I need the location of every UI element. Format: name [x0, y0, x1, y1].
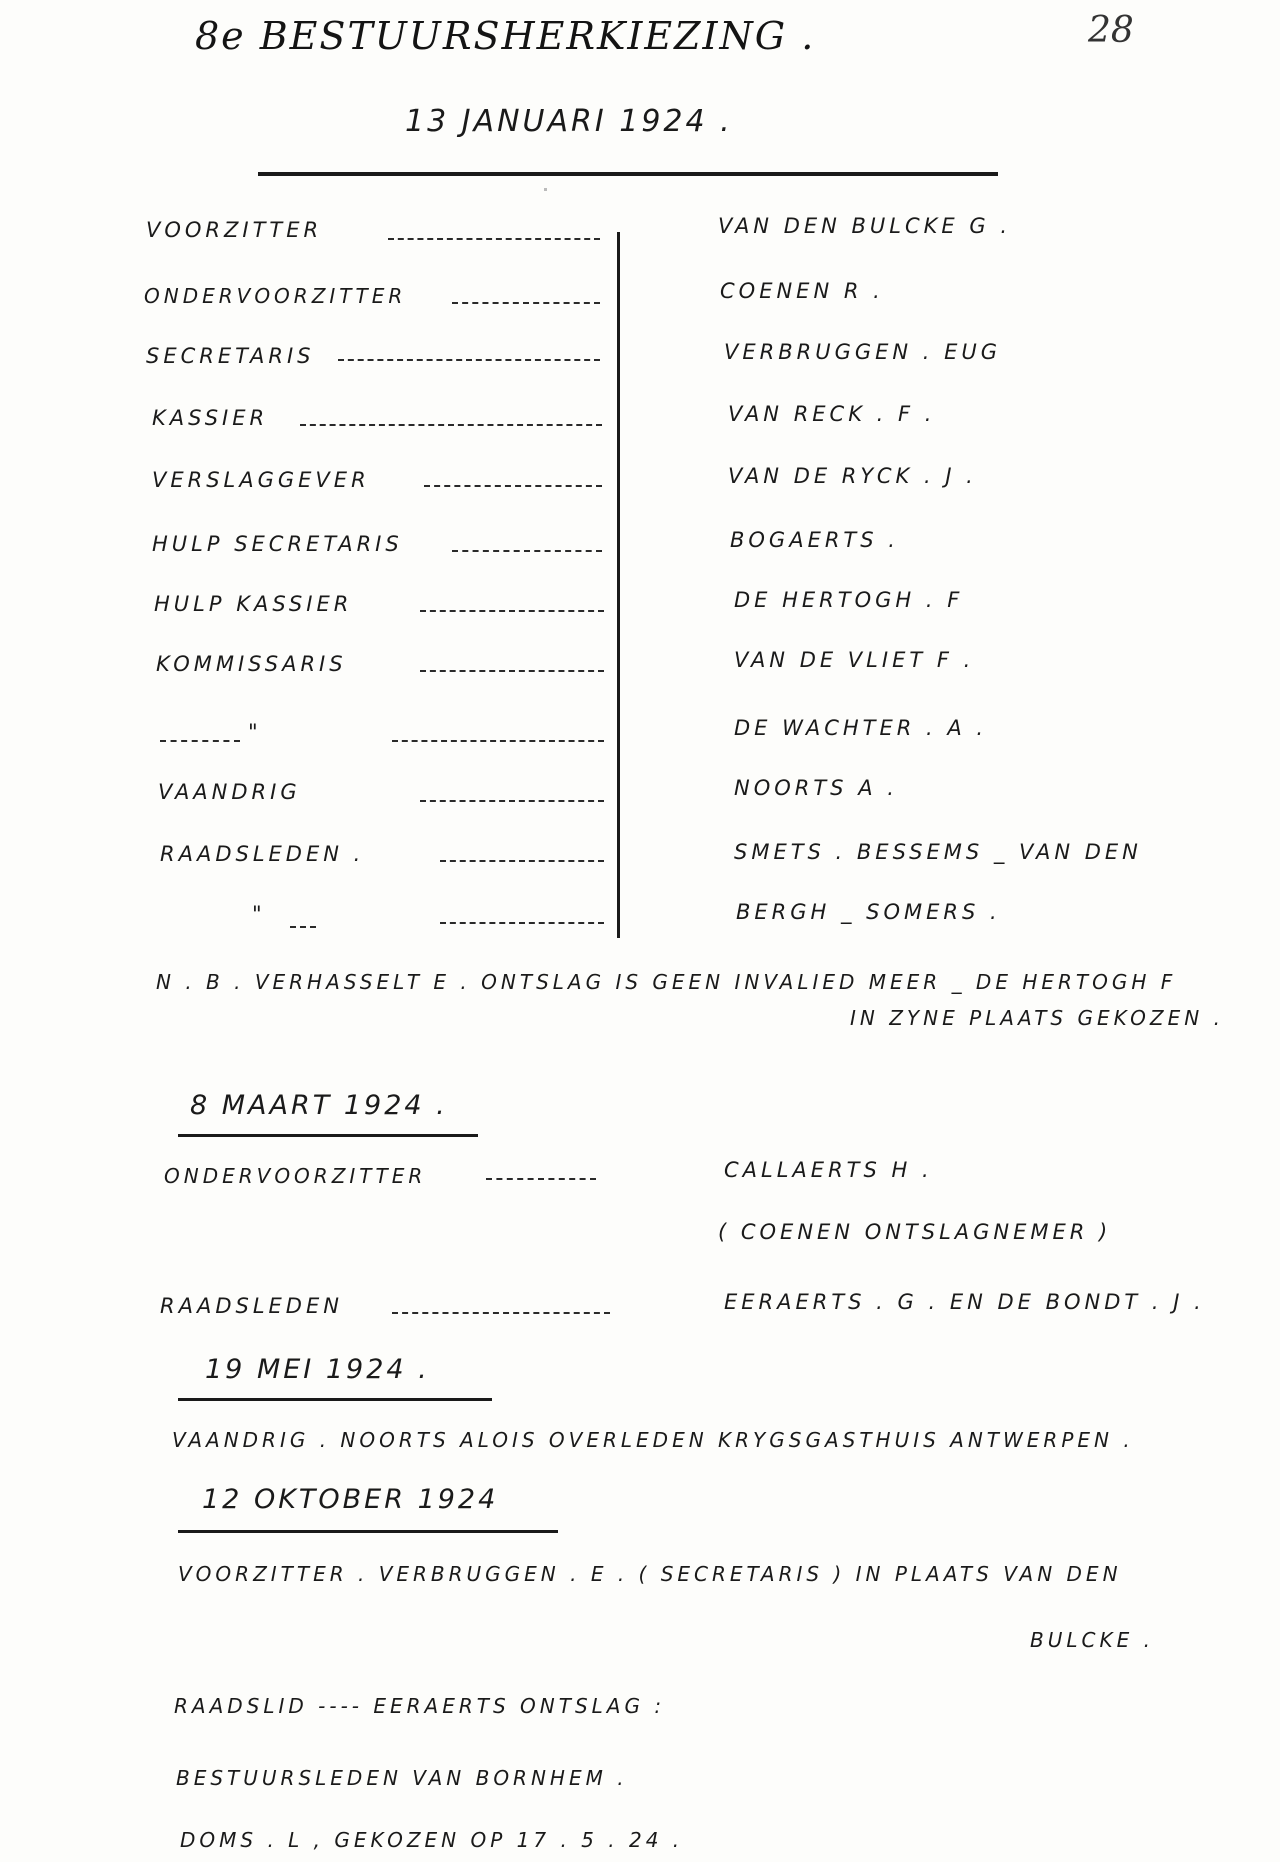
role-label: KASSIER — [152, 406, 269, 430]
role-label: RAADSLEDEN . — [160, 842, 365, 866]
ditto-mark: " — [248, 720, 262, 744]
leader-dashes — [420, 800, 604, 802]
role-label: SECRETARIS — [146, 344, 315, 368]
leader-dashes — [300, 424, 602, 426]
role-label: HULP KASSIER — [154, 592, 353, 616]
leader-dashes — [290, 926, 316, 928]
member-name: CALLAERTS H . — [724, 1158, 933, 1182]
member-name: NOORTS A . — [734, 776, 898, 800]
member-name: BERGH _ SOMERS . — [736, 900, 1001, 924]
section-date: 19 MEI 1924 . — [205, 1354, 430, 1385]
role-label: VOORZITTER — [146, 218, 323, 242]
role-label: KOMMISSARIS — [156, 652, 347, 676]
section-date: 12 OKTOBER 1924 — [202, 1484, 499, 1515]
leader-dashes — [392, 740, 604, 742]
ditto-mark: " — [252, 902, 266, 926]
leader-dashes — [424, 485, 602, 487]
member-name: VAN DE VLIET F . — [734, 648, 975, 672]
leader-dashes — [160, 740, 240, 742]
event-text: VOORZITTER . VERBRUGGEN . E . ( SECRETARIS ) IN PLAATS VAN DEN — [178, 1562, 1122, 1586]
page-number: 28 — [1088, 10, 1134, 51]
member-name: VAN DE RYCK . J . — [728, 464, 977, 488]
event-text: BESTUURSLEDEN VAN BORNHEM . — [176, 1766, 628, 1790]
role-label: VERSLAGGEVER — [152, 468, 370, 492]
header-underline — [258, 172, 998, 176]
election-date: 13 JANUARI 1924 . — [405, 104, 733, 139]
event-text: VAANDRIG . NOORTS ALOIS OVERLEDEN KRYGSGASTHUIS ANTWERPEN . — [172, 1428, 1134, 1452]
leader-dashes — [452, 550, 602, 552]
role-label: VAANDRIG — [158, 780, 301, 804]
remark: ( COENEN ONTSLAGNEMER ) — [718, 1220, 1112, 1244]
section-underline — [178, 1398, 492, 1401]
member-name: BOGAERTS . — [730, 528, 899, 552]
leader-dashes — [440, 922, 604, 924]
event-text: RAADSLID ---- EERAERTS ONTSLAG : — [174, 1694, 666, 1718]
section-underline — [178, 1530, 558, 1533]
page-title: 8e BESTUURSHERKIEZING . — [195, 14, 816, 58]
section-date: 8 MAART 1924 . — [190, 1090, 448, 1121]
member-name: SMETS . BESSEMS _ VAN DEN — [734, 840, 1142, 864]
role-label: ONDERVOORZITTER — [144, 284, 407, 308]
role-label: ONDERVOORZITTER — [164, 1164, 427, 1188]
member-name: VERBRUGGEN . EUG — [724, 340, 1002, 364]
ink-dot — [544, 188, 547, 191]
member-name: EERAERTS . G . EN DE BONDT . J . — [724, 1290, 1205, 1314]
leader-dashes — [338, 359, 600, 361]
leader-dashes — [440, 860, 604, 862]
event-text: BULCKE . — [1030, 1628, 1154, 1652]
section-underline — [178, 1134, 478, 1137]
role-label: HULP SECRETARIS — [152, 532, 403, 556]
note-line: N . B . VERHASSELT E . ONTSLAG IS GEEN INVALIED MEER _ DE HERTOGH F — [156, 970, 1177, 994]
leader-dashes — [486, 1178, 596, 1180]
leader-dashes — [392, 1312, 610, 1314]
column-divider — [617, 232, 620, 938]
leader-dashes — [420, 670, 604, 672]
leader-dashes — [388, 238, 600, 240]
member-name: VAN RECK . F . — [728, 402, 936, 426]
member-name: VAN DEN BULCKE G . — [718, 214, 1011, 238]
member-name: DE WACHTER . A . — [734, 716, 988, 740]
role-label: RAADSLEDEN — [160, 1294, 343, 1318]
event-text: DOMS . L , GEKOZEN OP 17 . 5 . 24 . — [180, 1828, 684, 1852]
leader-dashes — [452, 302, 600, 304]
member-name: COENEN R . — [720, 279, 884, 303]
leader-dashes — [420, 610, 604, 612]
member-name: DE HERTOGH . F — [734, 588, 964, 612]
note-line: IN ZYNE PLAATS GEKOZEN . — [850, 1006, 1224, 1030]
